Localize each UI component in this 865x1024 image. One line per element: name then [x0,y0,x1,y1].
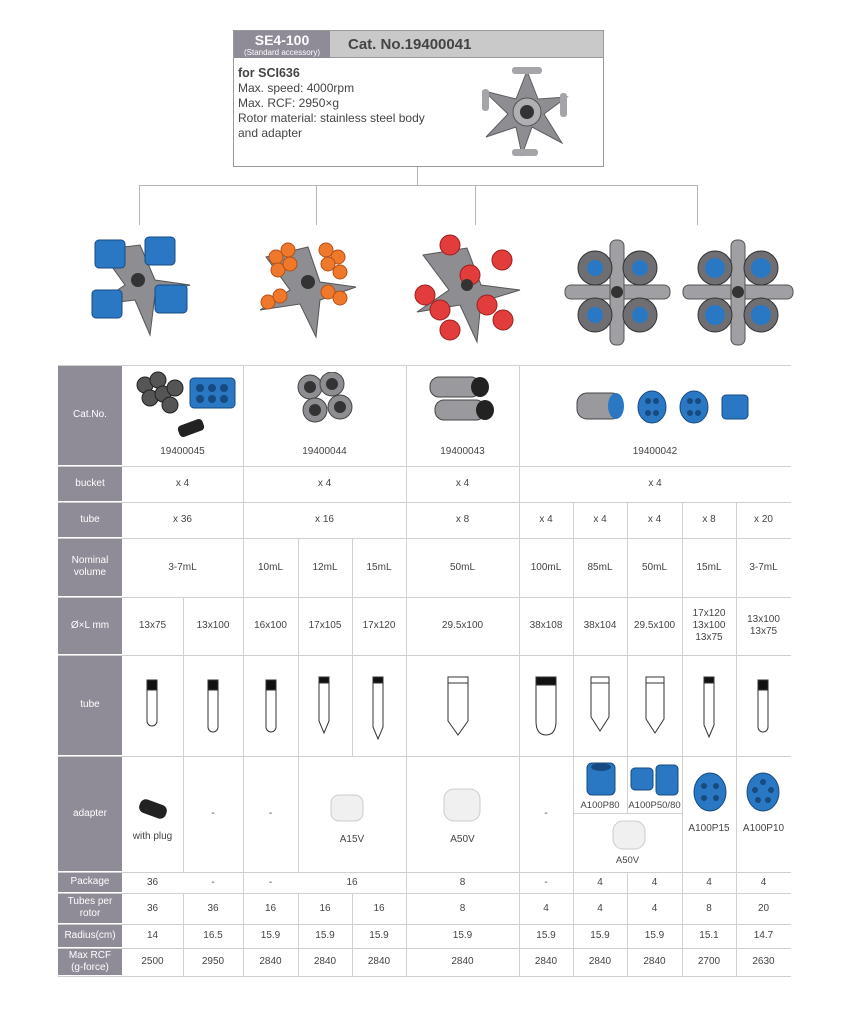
package-cell: - [268,876,273,888]
dim-cell: 29.5x100 [633,620,676,631]
rcf-cell: 2500 [141,956,164,967]
volume-cell: 10mL [257,561,283,573]
bucket-cell: x 4 [455,478,470,489]
package-cell: 36 [146,876,159,888]
rotor-header-box [233,30,604,167]
rcf-cell: 2840 [534,956,558,967]
tpr-cell: 4 [543,902,549,914]
radius-cell: 15.1 [699,930,719,941]
a100p10-adapter-image [743,770,783,814]
volume-cell: 15mL [366,561,392,573]
rotor-body-image [472,59,582,165]
a100p50-80-adapter-image [628,762,682,798]
compatible-model: for SCI636 [238,66,300,80]
model-name: SE4-100 [254,32,310,48]
tube-count-cell: x 4 [593,514,607,525]
adapter-label: - [211,808,215,819]
catno-19400042: 19400042 [632,446,678,457]
adapter-label: A100P80 [580,800,620,811]
adapter-label: A50V [450,834,475,845]
tpr-cell: 4 [597,902,603,914]
catno-19400043: 19400043 [440,446,485,457]
catalog-number: Cat. No.19400041 [348,36,472,53]
kit-19400044-image [290,372,365,432]
dim-cell: 38x104 [583,620,617,631]
dim-cell: 16x100 [254,620,287,631]
bucket-cell: x 4 [648,478,662,489]
a50v-adapter-image [440,785,485,825]
dim-cell: 17x120 13x100 13x75 [692,608,726,643]
catno-19400044: 19400044 [302,446,347,457]
volume-cell: 50mL [449,561,475,573]
a100p15-adapter-image [690,770,730,814]
a100p80-adapter-image [584,760,618,798]
adapter-label: with plug [132,831,173,842]
spec-rcf: Max. RCF: 2950×g [238,96,340,110]
radius-cell: 14 [146,930,159,941]
adapter-label: A100P15 [688,823,730,834]
row-line [58,976,791,977]
row-line [58,365,791,366]
radius-cell: 16.5 [203,930,223,941]
label-max-rcf: Max RCF (g-force) [58,948,122,976]
tpr-cell: 36 [146,902,159,914]
volume-cell: 100mL [530,561,562,573]
tpr-cell: 8 [706,902,712,914]
label-adapter: adapter [58,756,122,872]
dim-cell: 38x108 [529,620,563,631]
rcf-cell: 2950 [201,956,225,967]
rotor-blue-image [80,225,200,345]
bucket-cell: x 4 [317,478,332,489]
label-nominal: Nominal volume [58,538,122,597]
tube-count-cell: x 8 [455,514,470,525]
radius-cell: 15.9 [369,930,389,941]
kit-19400045-image [130,370,240,440]
tube-count-cell: x 4 [539,514,553,525]
radius-cell: 15.9 [644,930,665,941]
dim-cell: 17x120 [362,620,396,631]
tube-count-cell: x 36 [173,514,192,525]
package-cell: 4 [651,876,658,888]
model-sub: (Standard accessory) [243,48,321,57]
rcf-cell: 2630 [752,956,775,967]
volume-cell: 3-7mL [168,561,197,573]
label-package: Package [58,872,122,893]
radius-cell: 15.9 [315,930,335,941]
rotor-red-image [405,230,530,355]
connector-stem [417,167,418,186]
rcf-cell: 2840 [588,956,612,967]
tpr-cell: 16 [264,902,277,914]
plug-adapter-image [136,796,171,824]
spec-material-2: and adapter [238,126,303,140]
package-cell: - [544,876,548,888]
radius-cell: 15.9 [452,930,473,941]
rcf-cell: 2840 [313,956,337,967]
model-badge [234,31,330,58]
dim-cell: 17x105 [308,620,342,631]
volume-cell: 3-7mL [749,561,778,573]
tube-count-cell: x 16 [315,514,334,525]
tpr-cell: 4 [651,902,658,914]
header-bar [234,31,603,58]
label-tubes-per-rotor: Tubes per rotor [58,893,122,924]
radius-cell: 15.9 [260,930,281,941]
dim-cell: 13x100 13x75 [747,614,780,637]
adapter-label: - [544,808,548,819]
volume-cell: 50mL [641,561,667,573]
label-bucket: bucket [58,466,122,502]
rcf-cell: 2840 [259,956,282,967]
package-cell: 8 [459,876,466,888]
tpr-cell: 36 [207,902,219,914]
connector-1 [139,185,140,225]
rotor-orange-image [248,232,368,347]
tpr-cell: 16 [319,902,331,914]
connector-2 [316,185,317,225]
package-cell: - [211,876,215,888]
adapter-label: A100P50/80 [628,800,681,811]
package-cell: 16 [346,876,358,888]
radius-cell: 15.9 [536,930,556,941]
dim-cell: 29.5x100 [441,620,484,631]
tpr-cell: 8 [459,902,466,914]
rcf-cell: 2840 [451,956,474,967]
label-tube-image: tube [58,655,122,756]
a15v-adapter-image [327,790,367,824]
dim-cell: 13x100 [196,620,230,631]
volume-cell: 12mL [312,561,338,573]
tpr-cell: 16 [373,902,385,914]
package-cell: 4 [706,876,712,888]
adapter-label: A100P10 [742,823,785,834]
spec-material: Rotor material: stainless steel body [238,111,425,125]
tube-count-cell: x 20 [754,514,773,525]
tube-count-cell: x 8 [702,514,716,525]
connector-bar [139,185,697,186]
rcf-cell: 2700 [697,956,721,967]
rotor-bucket-image-1 [560,235,675,350]
row-line-sub [573,813,682,814]
spec-speed: Max. speed: 4000rpm [238,81,355,95]
kit-19400042-image [572,385,757,430]
kit-19400043-image [425,372,500,427]
tube-illustrations [122,655,791,756]
dim-cell: 13x75 [138,620,167,631]
label-tube: tube [58,502,122,538]
volume-cell: 85mL [587,561,613,573]
package-cell: 4 [597,876,603,888]
tpr-cell: 20 [757,902,770,914]
label-dim: Ø×L mm [58,597,122,655]
label-radius: Radius(cm) [58,924,122,948]
rotor-bucket-image-2 [678,235,798,350]
tube-count-cell: x 4 [647,514,662,525]
connector-3 [475,185,476,225]
connector-4 [697,185,698,225]
rcf-cell: 2840 [367,956,391,967]
volume-cell: 15mL [696,561,722,573]
rcf-cell: 2840 [643,956,666,967]
adapter-label: A50V [615,855,640,866]
adapter-label: - [268,808,273,819]
a50v-sub-adapter-image [610,818,648,852]
catno-19400045: 19400045 [160,446,205,457]
radius-cell: 15.9 [590,930,610,941]
label-catno: Cat.No. [58,365,122,466]
package-cell: 4 [760,876,767,888]
bucket-cell: x 4 [175,478,190,489]
radius-cell: 14.7 [753,930,774,941]
adapter-label: A15V [339,834,365,845]
